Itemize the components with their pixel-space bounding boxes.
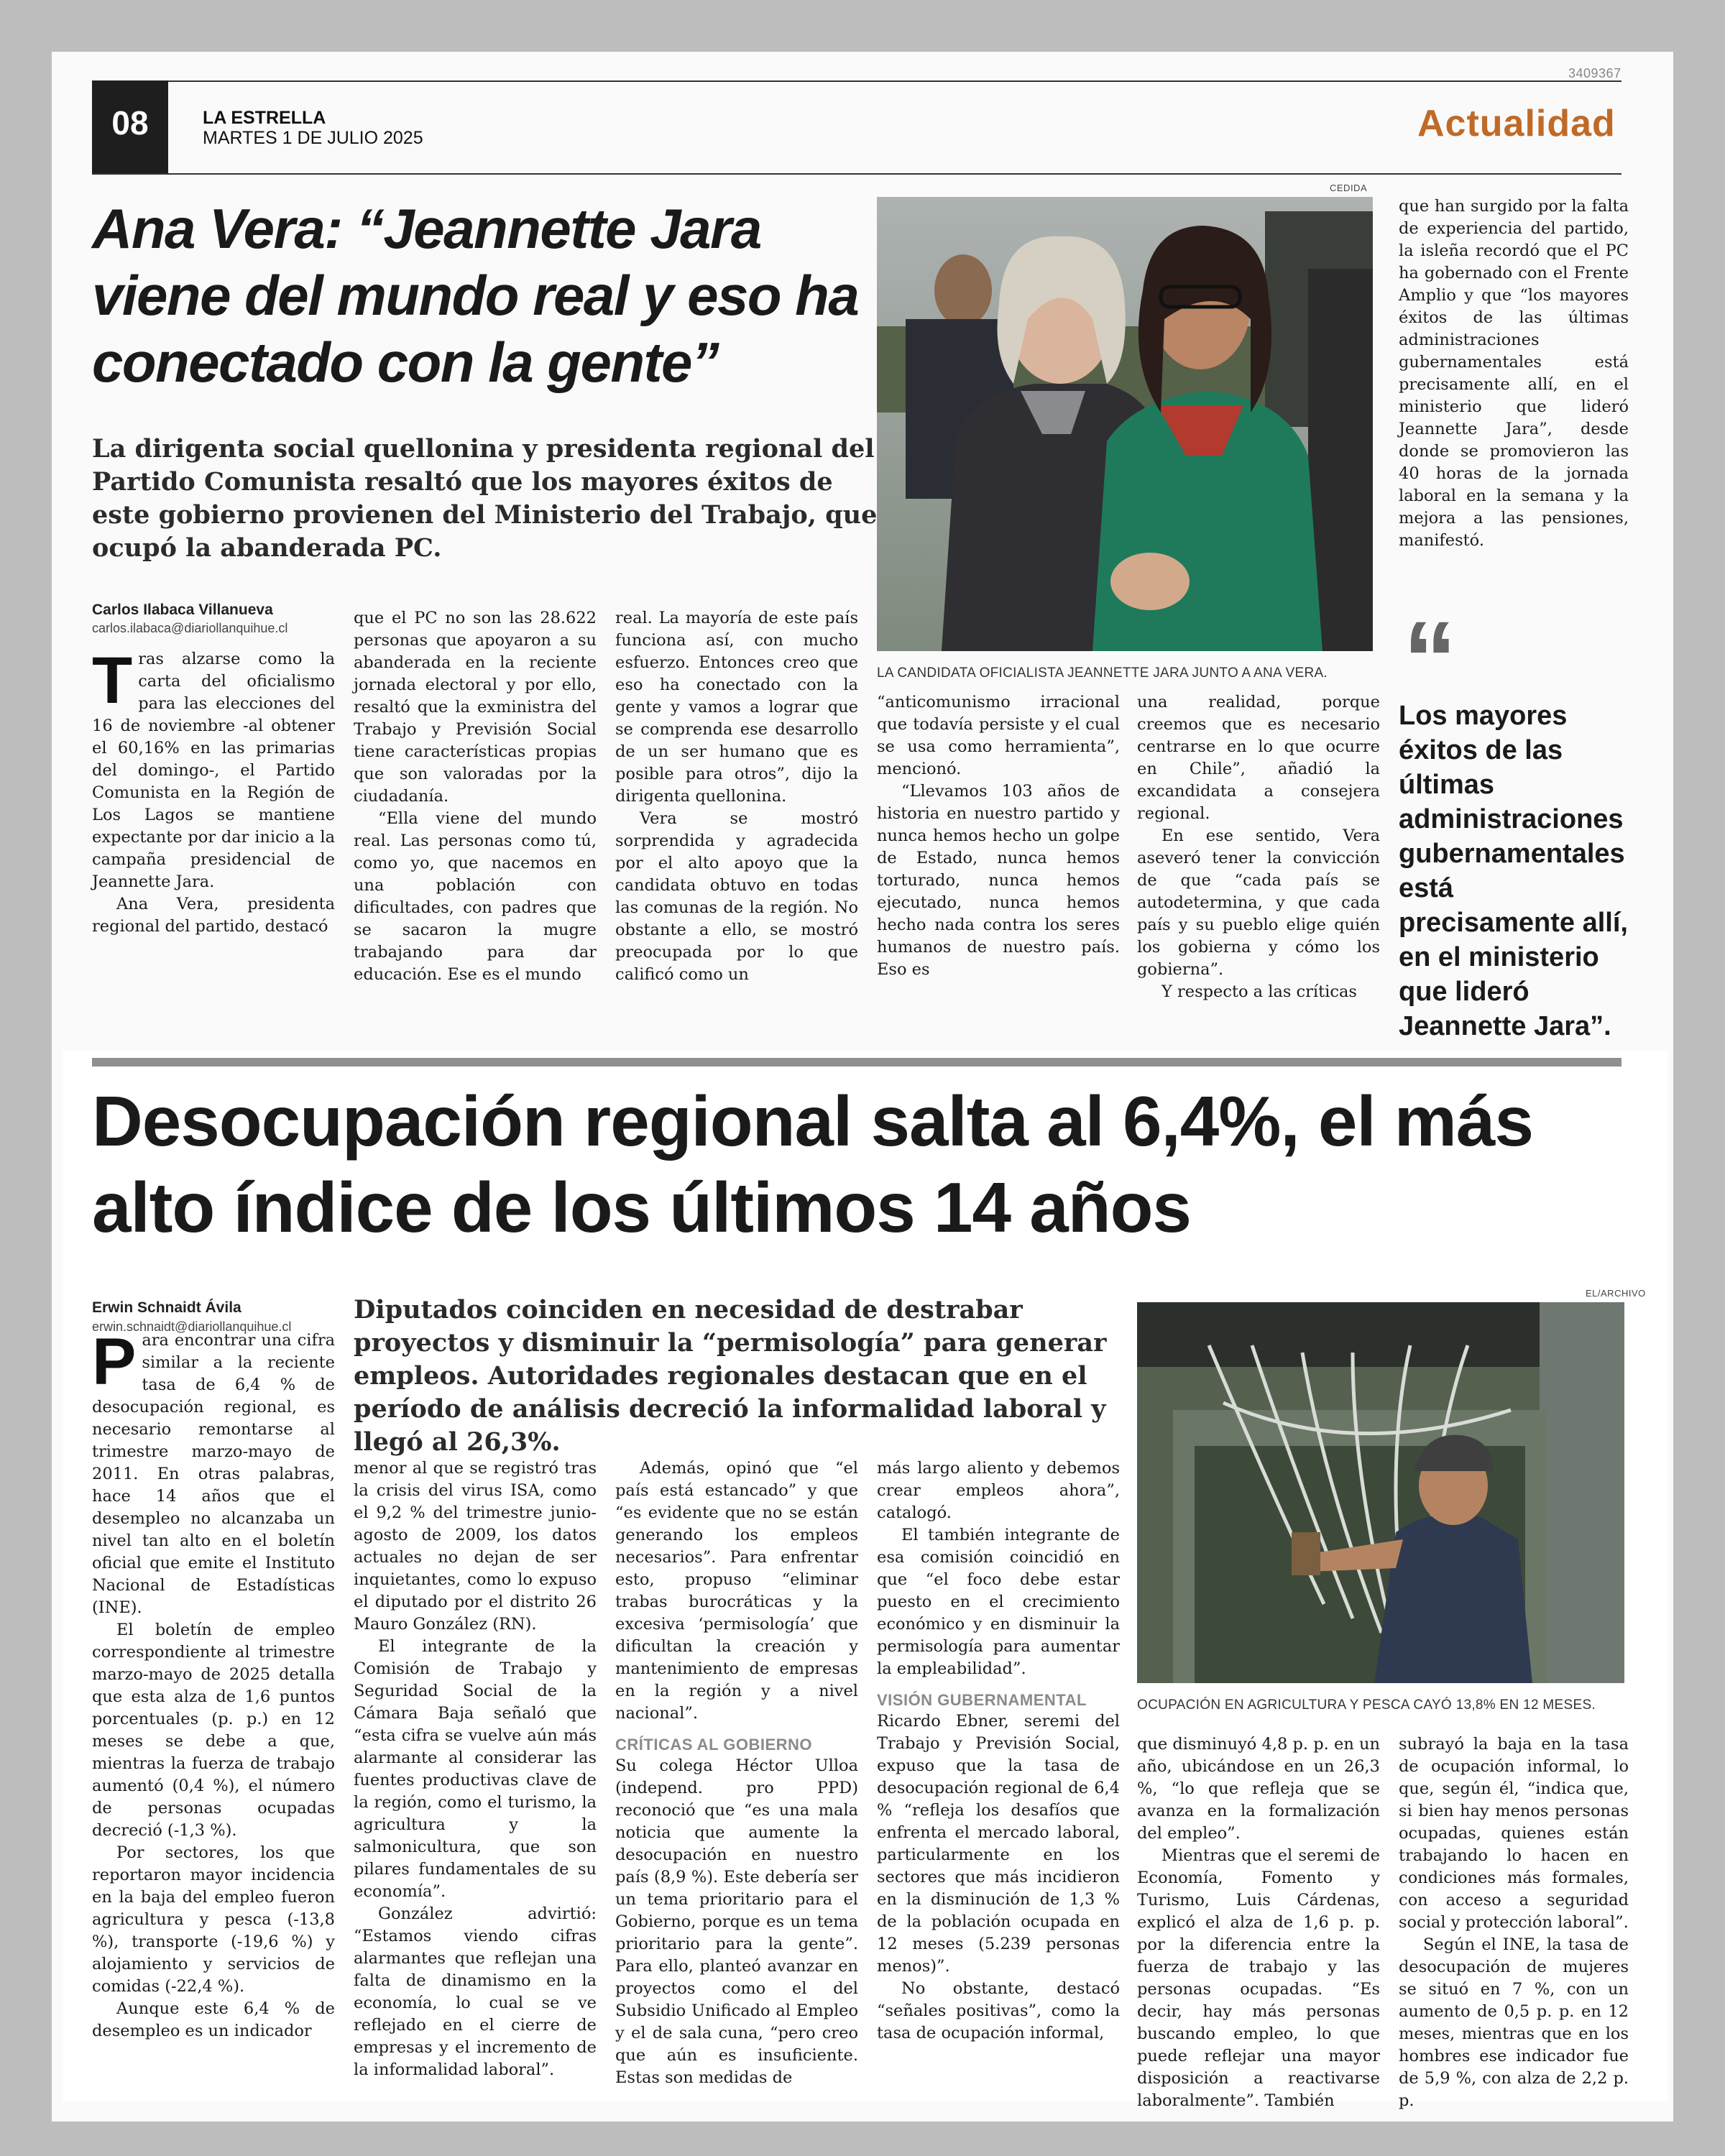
issue-date: MARTES 1 DE JULIO 2025 <box>203 128 423 148</box>
article2-photo-credit: EL/ARCHIVO <box>1586 1288 1646 1299</box>
article2-col6-p1: subrayó la baja en la tasa de ocupación informal, lo que, según él, “indica que, si bien hay menos personas ocupadas, quienes están trabajando lo hacen en condiciones más formales, con acceso a seguridad social y protección laboral”. <box>1399 1735 1629 1932</box>
article1-col5-p1: una realidad, porque creemos que es necesario centrarse en lo que ocurre en Chile”, añadió la excandidata a consejera regional. <box>1137 693 1380 823</box>
article1-deck: La dirigenta social quellonina y presidenta regional del Partido Comunista resaltó que los mayores éxitos de este gobierno provienen del Ministerio del Trabajo, que ocupó la abanderada PC. <box>92 434 878 563</box>
article2-email: erwin.schnaidt@diariollanquihue.cl <box>92 1319 292 1334</box>
subhead-criticas: CRÍTICAS AL GOBIERNO <box>615 1736 813 1754</box>
article2-photo <box>1137 1302 1624 1683</box>
article2-col4-p1: más largo aliento y debemos crear empleos ahora”, catalogó. <box>877 1459 1120 1522</box>
article1-col3-p2: Vera se mostró sorprendida y agradecida por el alto apoyo que la candidata obtuvo en todas las comunas de la región. No obstante a ello, se mostró preocupada por lo que calificó como un <box>615 809 858 984</box>
article2-col4-p3: Ricardo Ebner, seremi del Trabajo y Previsión Social, expuso que la tasa de desocupación regional de 6,4 % “refleja los desafíos que enfrenta el mercado laboral, particularmente en los sectores que más incidieron en la disminución de 1,3 % de la población ocupada en 12 meses (5.239 personas menos)”. <box>877 1712 1120 1976</box>
article1-col6-p1: que han surgido por la falta de experiencia del partido, la isleña recordó que el PC ha gobernado con el Frente Amplio y que “los mayores éxitos de las últimas administraciones gubernamentales está precisamente allí, en el ministerio que lideró Jeannette Jara”, desde donde se promovieron las 40 horas de la jornada laboral en la semana y la mejora a las pensiones, manifestó. <box>1399 197 1629 550</box>
page-number: 08 <box>92 80 168 174</box>
page-id: 3409367 <box>1568 66 1622 80</box>
article2-col2-p2: El integrante de la Comisión de Trabajo y Seguridad Social de la Cámara Baja señaló que “esta cifra se vuelve aún más alarmante al considerar las fuentes productivas clave de la región, como el turismo, la agricultura y la salmonicultura, que son pilares fundamentales de su economía”. <box>354 1637 597 1901</box>
article2-column-3 <box>615 1457 858 2087</box>
article1-email: carlos.ilabaca@diariollanquihue.cl <box>92 621 288 635</box>
article1-col2-p1: que el PC no son las 28.622 personas que apoyaron a su abanderada en la reciente jornada electoral y por ello, resaltó que la exministra del Trabajo y Previsión Social tiene características propias que son valoradas por la ciudadanía. <box>354 609 597 806</box>
article2-col2-p1: menor al que se registró tras la crisis del virus ISA, como el 9,2 % del trimestre junio-agosto de 2009, los datos actuales no dejan de ser inquietantes, como lo expuso el diputado por el distrito 26 Mauro González (RN). <box>354 1459 597 1634</box>
article1-pull-quote: Los mayores éxitos de las últimas administraciones gubernamentales está precisamente allí, en el ministerio que lideró Jeannette Jara”. <box>1399 701 1628 1041</box>
article1-photo <box>877 197 1373 651</box>
article1-col5-p2: En ese sentido, Vera aseveró tener la convicción de que “cada país se autodetermina, y que cada país y su pueblo elige quién los gobierna y cómo los gobierna”. <box>1137 826 1380 979</box>
article2-col1-p4: Aunque este 6,4 % de desempleo es un indicador <box>92 1999 335 2040</box>
section-label: Actualidad <box>1417 103 1616 144</box>
article2-col2-p3: González advirtió: “Estamos viendo cifras alarmantes que reflejan una falta de dinamismo en la economía, lo cual se ve reflejado en el cierre de empresas y el incremento de la informalidad laboral”. <box>354 1904 597 2079</box>
article1-drop-cap: T <box>92 644 133 717</box>
article2-title: Desocupación regional salta al 6,4%, el más alto índice de los últimos 14 años <box>92 1082 1533 1247</box>
article1-col2-p2: “Ella viene del mundo real. Las personas como tú, como yo, que nacemos en una población con dificultades, con padres que se sacaron la mugre trabajando para dar educación. Ese es el mundo <box>354 809 597 984</box>
article1-col1-p2: Ana Vera, presidenta regional del partido, destacó <box>92 895 335 936</box>
article2-column-4 <box>877 1457 1120 2063</box>
article2-drop-cap: P <box>92 1325 137 1399</box>
article2-col1-p2: El boletín de empleo correspondiente al trimestre marzo-mayo de 2025 detalla que esta alza de 1,6 puntos porcentuales (p. p.) en 12 meses se debe a que, mientras la fuerza de trabajo aumentó (0,4 %), el número de personas ocupadas decreció (-1,3 %). <box>92 1621 335 1840</box>
article1-column-6 <box>1399 195 1629 598</box>
subhead-vision: VISIÓN GUBERNAMENTAL <box>877 1691 1087 1709</box>
article2-col6-p2: Según el INE, la tasa de desocupación de mujeres se situó en 7 %, con un aumento de 0,5 p. p. en 12 meses, mientras que en los hombres ese indicador fue de 5,9 %, con alza de 2,2 p. p. <box>1399 1935 1629 2110</box>
header-bottom-rule <box>92 173 1622 175</box>
article2-column-5 <box>1137 1733 1380 2110</box>
article2-col5-p2: Mientras que el seremi de Economía, Fomento y Turismo, Luis Cárdenas, explicó el alza de 1,6 p. p. por la diferencia entre la fuerza de trabajo y las personas ocupadas. “Es decir, hay más personas buscando empleo, lo que puede reflejar una mayor disposición a reactivarse laboralmente”. También <box>1137 1846 1380 2110</box>
article1-col4-p2: “Llevamos 103 años de historia en nuestro partido y nunca hemos hecho un golpe de Estado, nunca hemos torturado, nunca hemos ejecutado, nunca hemos hecho nada contra los seres humanos de nuestro país. Eso es <box>877 782 1120 979</box>
article1-col1-p1: ras alzarse como la carta del oficialismo para las elecciones del 16 de noviembre -al obtener el 60,16% en las primarias del domingo-, el Partido Comunista en la Región de Los Lagos se mantiene expectante por dar inicio a la campaña presidencial de Jeannette Jara. <box>92 650 335 891</box>
article2-col3-p2: Su colega Héctor Ulloa (independ. pro PPD) reconoció que “es una mala noticia que aumente la desocupación en nuestro país (8,9 %). Este debería ser un tema prioritario para el Gobierno, porque es un tema prioritario para la gente”. Para ello, planteó avanzar en proyectos como el del Subsidio Unificado al Empleo y el de sala cuna, “pero creo que aún es insuficiente. Estas son medidas de <box>615 1756 858 2087</box>
article2-top-bar <box>92 1058 1622 1067</box>
article1-photo-caption: LA CANDIDATA OFICIALISTA JEANNETTE JARA JUNTO A ANA VERA. <box>877 665 1328 681</box>
article2-column-2 <box>354 1457 597 2079</box>
article2-col1-p1: ara encontrar una cifra similar a la reciente tasa de 6,4 % de desocupación regional, es necesario remontarse al trimestre marzo-mayo de 2011. En otras palabras, hace 14 años que el desempleo no alcanzaba un nivel tan alto en el boletín oficial que emite el Instituto Nacional de Estadísticas (INE). <box>92 1331 335 1617</box>
article2-column-6 <box>1399 1733 1629 2110</box>
article1-column-5 <box>1137 691 1380 1048</box>
article1-col4-p1: “anticomunismo irracional que todavía persiste y el cual se usa como herramienta”, mencionó. <box>877 693 1120 778</box>
article2-photo-caption: OCUPACIÓN EN AGRICULTURA Y PESCA CAYÓ 13,8% EN 12 MESES. <box>1137 1697 1596 1713</box>
pull-quote-mark: “ <box>1403 599 1457 719</box>
newspaper-name: LA ESTRELLA <box>203 108 326 128</box>
article1-column-1 <box>92 644 335 1048</box>
article2-col4-p2: El también integrante de esa comisión coincidió en que “el foco debe estar puesto en el crecimiento económico y en disminuir la permisología para aumentar la empleabilidad”. <box>877 1526 1120 1678</box>
article2-col4-p4: No obstante, destacó “señales positivas”, como la tasa de ocupación informal, <box>877 1979 1120 2042</box>
article1-col3-p1: real. La mayoría de este país funciona así, con mucho esfuerzo. Entonces creo que eso ha conectado con la gente y vamos a lograr que se comprenda ese desarrollo de un ser humano que es posible para otros”, dijo la dirigenta quellonina. <box>615 609 858 806</box>
article2-deck: Diputados coinciden en necesidad de destrabar proyectos y disminuir la “permisología” para generar empleos. Autoridades regionales destacan que en el período de análisis decreció la informalidad laboral y llegó al 26,3%. <box>354 1295 1107 1457</box>
newspaper-page <box>52 52 1673 2122</box>
article1-col5-p3: Y respecto a las críticas <box>1162 982 1357 1001</box>
article2-author: Erwin Schnaidt Ávila <box>92 1299 242 1316</box>
article1-column-4 <box>877 691 1120 1048</box>
article1-author: Carlos Ilabaca Villanueva <box>92 602 273 618</box>
article1-column-2 <box>354 607 597 1048</box>
header-rule <box>92 80 1622 82</box>
article2-col3-p1: Además, opinó que “el país está estancado” y que “es evidente que no se están generando los empleos necesarios”. Para enfrentar esto, propuso “eliminar trabas burocráticas y la excesiva ‘permisología’ que dificultan la creación y mantenimiento de empresas en la región y a nivel nacional”. <box>615 1459 858 1723</box>
article1-title: Ana Vera: “Jeannette Jara viene del mundo real y eso ha conectado con la gente” <box>92 197 859 394</box>
article2-col5-p1: que disminuyó 4,8 p. p. en un año, ubicándose en un 26,3 %, “lo que refleja que se avanza en la formalización del empleo”. <box>1137 1735 1380 1843</box>
article1-photo-credit: CEDIDA <box>1330 183 1368 193</box>
article1-column-3 <box>615 607 858 1048</box>
article2-col1-p3: Por sectores, los que reportaron mayor incidencia en la baja del empleo fueron agricultura y pesca (-13,8 %), transporte (-19,6 %) y alojamiento y servicios de comidas (-22,4 %). <box>92 1843 335 1996</box>
